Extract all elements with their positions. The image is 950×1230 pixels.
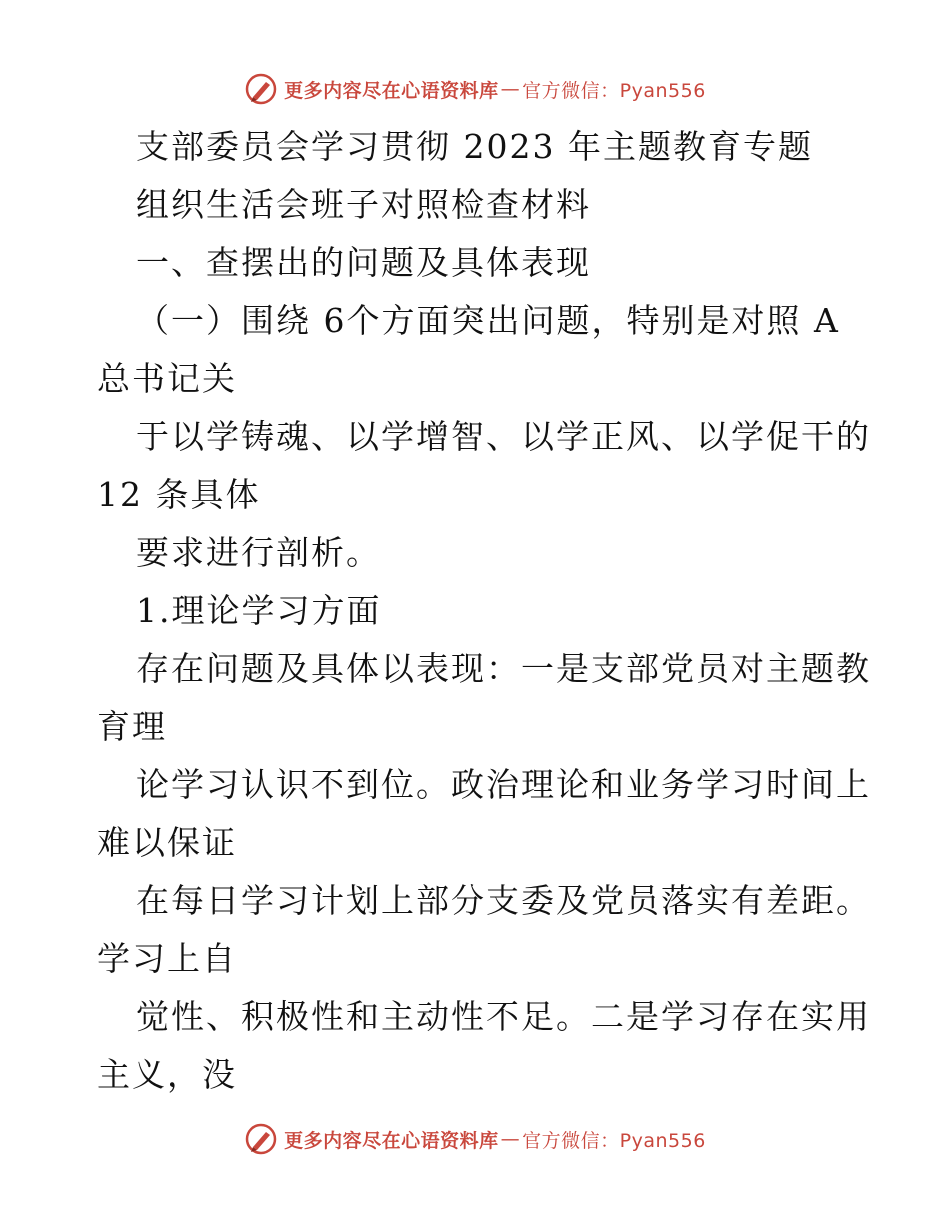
doc-line: 组织生活会班子对照检查材料 xyxy=(136,185,591,224)
doc-line: 12 条具体 xyxy=(97,475,261,514)
doc-line: 1.理论学习方面 xyxy=(136,591,382,630)
doc-line: 要求进行剖析。 xyxy=(136,533,381,572)
watermark-site-name: 更多内容尽在心语资料库 xyxy=(284,79,499,102)
document-body xyxy=(0,118,950,1104)
doc-line: 存在问题及具体以表现：一是支部党员对主题教 xyxy=(136,649,871,688)
watermark-header xyxy=(0,72,950,106)
doc-line: （一）围绕 6个方面突出问题，特别是对照 A xyxy=(136,301,840,340)
doc-line: 总书记关 xyxy=(97,359,237,398)
watermark-site-name: 更多内容尽在心语资料库 xyxy=(284,1129,499,1152)
watermark-contact: 官方微信：Pyan556 xyxy=(522,1129,706,1152)
doc-line: 支部委员会学习贯彻 2023 年主题教育专题 xyxy=(136,127,813,166)
doc-line: 学习上自 xyxy=(97,939,237,978)
doc-line: 育理 xyxy=(97,707,167,746)
watermark-dash: — xyxy=(500,1128,521,1150)
doc-line: 于以学铸魂、以学增智、以学正风、以学促干的 xyxy=(136,417,871,456)
doc-line: 觉性、积极性和主动性不足。二是学习存在实用 xyxy=(136,997,871,1036)
doc-line: 论学习认识不到位。政治理论和业务学习时间上 xyxy=(136,765,871,804)
pen-logo-icon xyxy=(244,72,278,106)
doc-line: 一、查摆出的问题及具体表现 xyxy=(136,243,591,282)
pen-logo-icon xyxy=(244,1122,278,1156)
watermark-footer xyxy=(0,1122,950,1156)
doc-line: 难以保证 xyxy=(97,823,237,862)
doc-line: 主义，没 xyxy=(97,1055,237,1094)
watermark-contact: 官方微信：Pyan556 xyxy=(522,79,706,102)
doc-line: 在每日学习计划上部分支委及党员落实有差距。 xyxy=(136,881,871,920)
watermark-dash: — xyxy=(500,78,521,100)
